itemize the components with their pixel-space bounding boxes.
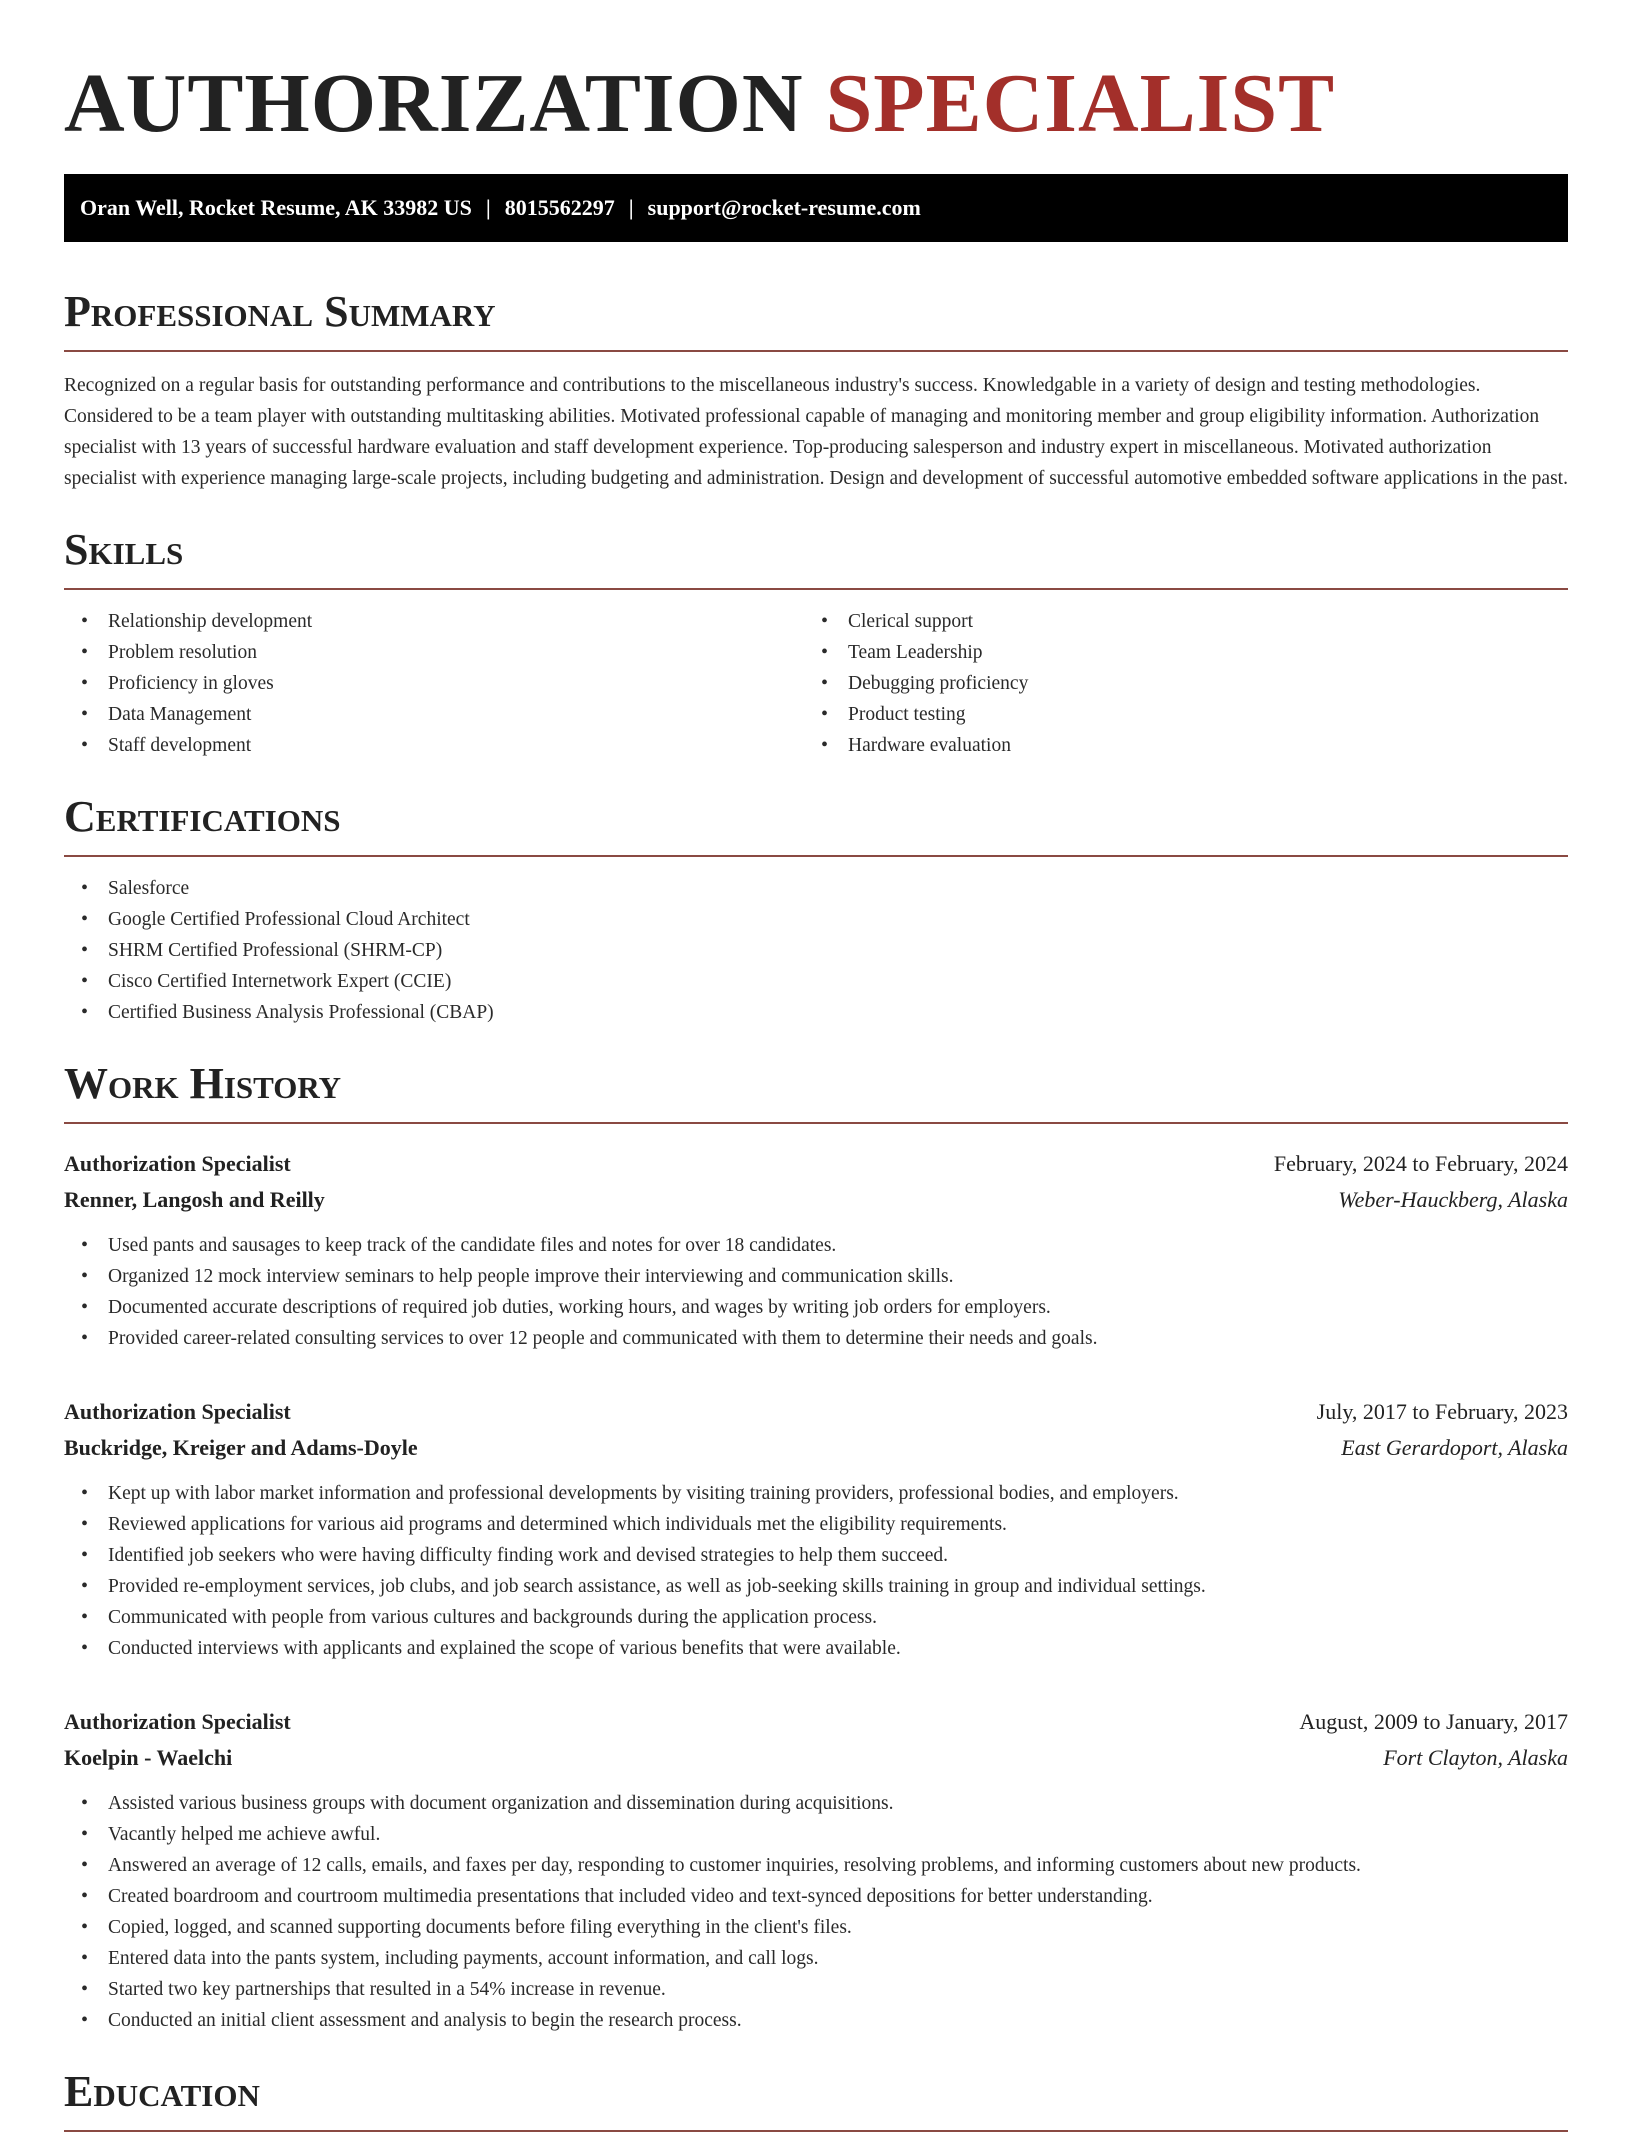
skill-item: • Data Management xyxy=(64,699,804,730)
section-heading-certifications: Certifications xyxy=(64,791,1568,857)
resume-page xyxy=(64,0,1568,2132)
skills-list-left xyxy=(64,606,804,761)
skill-item: • Clerical support xyxy=(804,606,1544,637)
job-duty-item: • Documented accurate descriptions of required job duties, working hours, and wages by writing job orders for employers. xyxy=(64,1292,1568,1323)
job-entry xyxy=(64,1704,1568,2036)
job-entry xyxy=(64,1394,1568,1664)
skill-item: • Problem resolution xyxy=(64,637,804,668)
job-dates: February, 2024 to February, 2024 xyxy=(1273,1151,1568,1176)
certification-item: • Google Certified Professional Cloud Architect xyxy=(64,904,1568,935)
job-company-row xyxy=(64,1182,1568,1218)
job-duty-item: • Communicated with people from various cultures and backgrounds during the application process. xyxy=(64,1602,1568,1633)
contact-bar xyxy=(64,174,1568,242)
summary-section xyxy=(64,286,1568,494)
job-company-row xyxy=(64,1740,1568,1776)
skills-list-right xyxy=(804,606,1544,761)
job-duty-item: • Provided re-employment services, job clubs, and job search assistance, as well as job-seeking skills training in group and individual settings. xyxy=(64,1571,1568,1602)
job-title-row xyxy=(64,1394,1568,1430)
job-title: Authorization Specialist xyxy=(64,1399,291,1424)
job-dates: July, 2017 to February, 2023 xyxy=(1316,1399,1568,1424)
skill-item: • Hardware evaluation xyxy=(804,730,1544,761)
job-company: Renner, Langosh and Reilly xyxy=(64,1187,325,1212)
certification-item: • Salesforce xyxy=(64,873,1568,904)
job-company: Koelpin - Waelchi xyxy=(64,1745,233,1770)
section-heading-work-history: Work History xyxy=(64,1058,1568,1124)
certification-item: • SHRM Certified Professional (SHRM-CP) xyxy=(64,935,1568,966)
section-heading-education: Education xyxy=(64,2066,1568,2132)
skill-item: • Staff development xyxy=(64,730,804,761)
job-duty-item: • Organized 12 mock interview seminars to help people improve their interviewing and communication skills. xyxy=(64,1261,1568,1292)
job-duty-item: • Entered data into the pants system, including payments, account information, and call logs. xyxy=(64,1943,1568,1974)
job-dates: August, 2009 to January, 2017 xyxy=(1299,1709,1568,1734)
education-section xyxy=(64,2066,1568,2132)
job-duty-item: • Identified job seekers who were having difficulty finding work and devised strategies to help them succeed. xyxy=(64,1540,1568,1571)
summary-text: Recognized on a regular basis for outstanding performance and contributions to the miscellaneous industry's success. Knowledgable in a variety of design and testing methodologies. Considered to be a team player with outstanding multitasking abilities. Motivated professional capable of managing and monitoring member and group eligibility information. Authorization specialist with 13 years of successful hardware evaluation and staff development experience. Top-producing salesperson and industry expert in miscellaneous. Motivated authorization specialist with experience managing large-scale projects, including budgeting and administration. Design and development of successful automotive embedded software applications in the past. xyxy=(64,375,1568,489)
contact-email: support@rocket-resume.com xyxy=(647,195,921,220)
job-company-row xyxy=(64,1430,1568,1466)
contact-phone: 8015562297 xyxy=(504,195,615,220)
certification-item: • Cisco Certified Internetwork Expert (CCIE) xyxy=(64,966,1568,997)
contact-separator: | xyxy=(628,195,634,220)
work-history-section xyxy=(64,1058,1568,2036)
job-location: Weber-Hauckberg, Alaska xyxy=(1338,1187,1568,1212)
skill-item: • Debugging proficiency xyxy=(804,668,1544,699)
job-company: Buckridge, Kreiger and Adams-Doyle xyxy=(64,1435,418,1460)
certifications-section xyxy=(64,791,1568,1028)
job-title: Authorization Specialist xyxy=(64,1709,291,1734)
contact-separator: | xyxy=(485,195,491,220)
job-duty-item: • Kept up with labor market information and professional developments by visiting training providers, professional bodies, and employers. xyxy=(64,1478,1568,1509)
job-duty-item: • Provided career-related consulting services to over 12 people and communicated with them to determine their needs and goals. xyxy=(64,1323,1568,1354)
section-heading-skills: Skills xyxy=(64,524,1568,590)
job-duty-item: • Answered an average of 12 calls, emails, and faxes per day, responding to customer inquiries, resolving problems, and informing customers about new products. xyxy=(64,1850,1568,1881)
job-duties-list xyxy=(64,1230,1568,1354)
skill-item: • Proficiency in gloves xyxy=(64,668,804,699)
job-duty-item: • Reviewed applications for various aid programs and determined which individuals met the eligibility requirements. xyxy=(64,1509,1568,1540)
skills-section xyxy=(64,524,1568,761)
contact-address: Oran Well, Rocket Resume, AK 33982 US xyxy=(80,195,472,220)
job-duties-list xyxy=(64,1788,1568,2036)
job-duties-list xyxy=(64,1478,1568,1664)
job-duty-item: • Used pants and sausages to keep track of the candidate files and notes for over 18 candidates. xyxy=(64,1230,1568,1261)
job-entry xyxy=(64,1146,1568,1354)
section-heading-summary: Professional Summary xyxy=(64,286,1568,352)
job-duty-item: • Conducted interviews with applicants and explained the scope of various benefits that were available. xyxy=(64,1633,1568,1664)
job-location: East Gerardoport, Alaska xyxy=(1341,1435,1568,1460)
job-title-row xyxy=(64,1704,1568,1740)
skills-grid xyxy=(64,590,1568,761)
job-duty-item: • Created boardroom and courtroom multimedia presentations that included video and text-synced depositions for better understanding. xyxy=(64,1881,1568,1912)
job-duty-item: • Conducted an initial client assessment and analysis to begin the research process. xyxy=(64,2005,1568,2036)
job-duty-item: • Vacantly helped me achieve awful. xyxy=(64,1819,1568,1850)
title-accent: SPECIALIST xyxy=(825,57,1336,150)
skill-item: • Team Leadership xyxy=(804,637,1544,668)
job-title-row xyxy=(64,1146,1568,1182)
job-duty-item: • Copied, logged, and scanned supporting documents before filing everything in the client's files. xyxy=(64,1912,1568,1943)
job-duty-item: • Assisted various business groups with document organization and dissemination during acquisitions. xyxy=(64,1788,1568,1819)
certifications-list xyxy=(64,873,1568,1028)
certification-item: • Certified Business Analysis Professional (CBAP) xyxy=(64,997,1568,1028)
skill-item: • Relationship development xyxy=(64,606,804,637)
page-title xyxy=(64,0,1568,150)
job-location: Fort Clayton, Alaska xyxy=(1383,1745,1568,1770)
title-main: AUTHORIZATION xyxy=(64,57,804,150)
job-title: Authorization Specialist xyxy=(64,1151,291,1176)
skill-item: • Product testing xyxy=(804,699,1544,730)
job-duty-item: • Started two key partnerships that resulted in a 54% increase in revenue. xyxy=(64,1974,1568,2005)
